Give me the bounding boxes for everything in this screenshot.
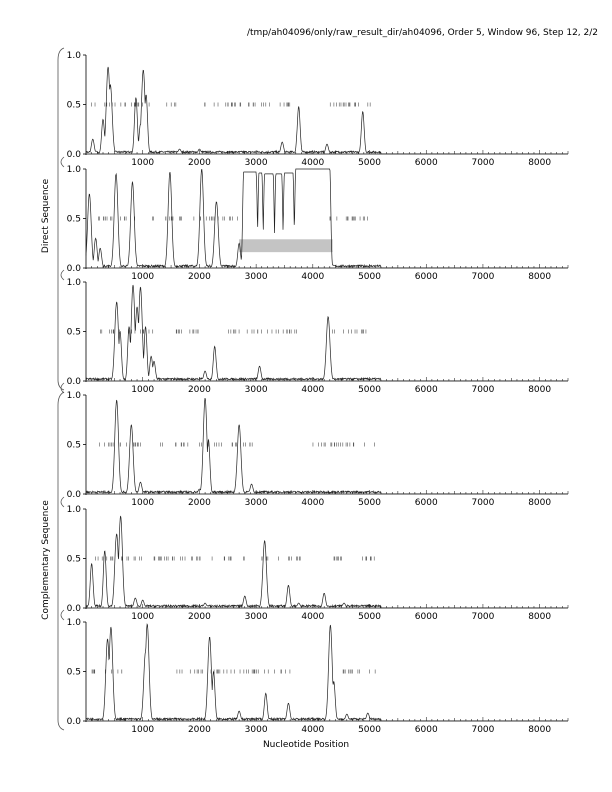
y-tick-label: 1.0 xyxy=(66,618,81,628)
x-tick-label: 4000 xyxy=(301,612,325,622)
group-label-direct: Direct Sequence xyxy=(41,178,52,254)
y-tick-label: 0.0 xyxy=(66,604,81,614)
panel-brace xyxy=(61,270,64,280)
x-tick-label: 4000 xyxy=(301,158,325,168)
y-tick-label: 1.0 xyxy=(66,165,81,175)
x-tick-label: 8000 xyxy=(528,385,552,395)
y-tick-label: 0.5 xyxy=(66,554,81,565)
x-tick-label: 7000 xyxy=(471,272,495,282)
x-tick-label: 1000 xyxy=(131,612,155,622)
x-tick-label: 1000 xyxy=(131,158,155,168)
x-tick-label: 3000 xyxy=(244,612,268,622)
x-axis-label: Nucleotide Position xyxy=(262,740,350,750)
x-tick-label: 1000 xyxy=(131,725,155,735)
y-tick-label: 0.5 xyxy=(66,440,81,451)
x-tick-label: 5000 xyxy=(358,158,381,168)
x-tick-label: 4000 xyxy=(301,385,325,395)
x-tick-label: 2000 xyxy=(187,498,211,508)
y-tick-label: 0.0 xyxy=(66,377,81,387)
x-tick-label: 8000 xyxy=(528,725,552,735)
y-tick-label: 0.0 xyxy=(66,150,81,160)
y-tick-label: 1.0 xyxy=(66,51,81,61)
y-tick-label: 0.0 xyxy=(66,490,81,500)
x-tick-label: 3000 xyxy=(244,385,268,395)
x-tick-label: 2000 xyxy=(187,612,211,622)
x-tick-label: 6000 xyxy=(414,612,438,622)
x-tick-label: 8000 xyxy=(528,272,552,282)
x-tick-label: 1000 xyxy=(131,498,155,508)
x-tick-label: 7000 xyxy=(471,385,495,395)
y-tick-label: 0.0 xyxy=(66,264,81,274)
series-line xyxy=(86,169,568,268)
y-tick-label: 0.5 xyxy=(66,100,81,111)
x-tick-label: 8000 xyxy=(528,612,552,622)
x-tick-label: 4000 xyxy=(301,498,325,508)
x-tick-label: 7000 xyxy=(471,725,495,735)
y-tick-label: 0.5 xyxy=(66,667,81,678)
x-tick-label: 2000 xyxy=(187,725,211,735)
highlight-region xyxy=(239,239,333,252)
y-tick-label: 0.5 xyxy=(66,214,81,225)
panel-brace xyxy=(61,383,64,393)
x-tick-label: 6000 xyxy=(414,725,438,735)
x-tick-label: 6000 xyxy=(414,385,438,395)
series-line xyxy=(86,285,568,381)
x-tick-label: 3000 xyxy=(244,158,268,168)
x-tick-label: 7000 xyxy=(471,612,495,622)
series-line xyxy=(86,624,568,721)
figure-header: /tmp/ah04096/only/raw_result_dir/ah04096, Order 5, Window 96, Step 12, 2/2 xyxy=(247,28,598,38)
x-tick-label: 8000 xyxy=(528,158,552,168)
series-line xyxy=(86,516,568,608)
y-tick-label: 0.0 xyxy=(66,717,81,727)
x-tick-label: 5000 xyxy=(358,272,381,282)
y-tick-label: 0.5 xyxy=(66,327,81,338)
x-tick-label: 5000 xyxy=(358,498,381,508)
group-label-complementary: Complementary Sequence xyxy=(40,500,51,620)
x-tick-label: 1000 xyxy=(131,272,155,282)
panel-brace xyxy=(61,497,64,507)
x-tick-label: 1000 xyxy=(131,385,155,395)
x-tick-label: 6000 xyxy=(414,158,438,168)
direct-group-brace xyxy=(58,48,64,390)
x-tick-label: 2000 xyxy=(187,385,211,395)
x-tick-label: 5000 xyxy=(358,385,381,395)
x-tick-label: 6000 xyxy=(414,498,438,508)
x-tick-label: 4000 xyxy=(301,725,325,735)
x-tick-label: 2000 xyxy=(187,272,211,282)
series-line xyxy=(86,67,568,154)
series-line xyxy=(86,398,568,494)
x-tick-label: 7000 xyxy=(471,498,495,508)
x-tick-label: 5000 xyxy=(358,725,381,735)
y-tick-label: 1.0 xyxy=(66,278,81,288)
panel-brace xyxy=(61,157,64,167)
x-tick-label: 4000 xyxy=(301,272,325,282)
y-tick-label: 1.0 xyxy=(66,505,81,515)
x-tick-label: 8000 xyxy=(528,498,552,508)
x-tick-label: 6000 xyxy=(414,272,438,282)
y-tick-label: 1.0 xyxy=(66,391,81,401)
x-tick-label: 7000 xyxy=(471,158,495,168)
x-tick-label: 3000 xyxy=(244,498,268,508)
x-tick-label: 3000 xyxy=(244,725,268,735)
complementary-group-brace xyxy=(58,392,64,730)
x-tick-label: 3000 xyxy=(244,272,268,282)
x-tick-label: 5000 xyxy=(358,612,381,622)
x-tick-label: 2000 xyxy=(187,158,211,168)
panel-brace xyxy=(61,610,64,620)
